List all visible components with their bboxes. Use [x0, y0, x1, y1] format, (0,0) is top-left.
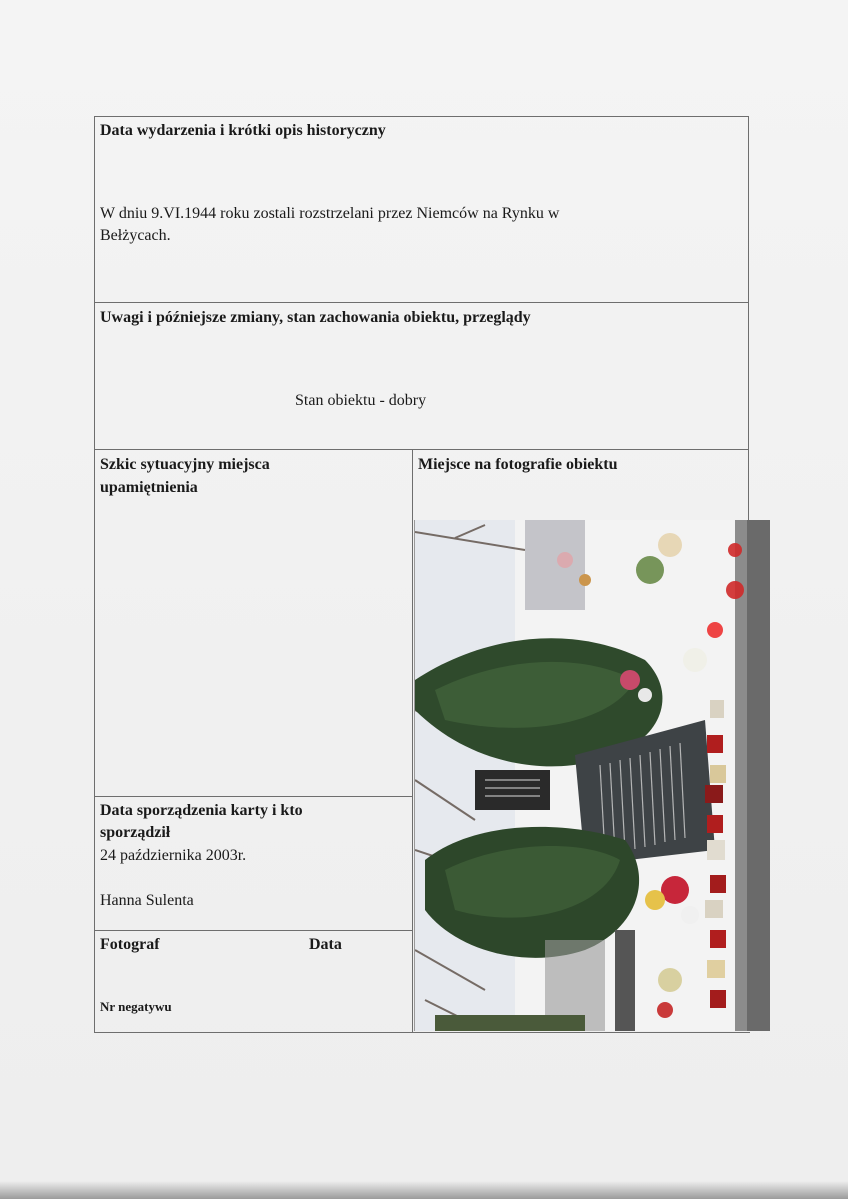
sketch-heading-line2: upamiętnienia [100, 479, 198, 496]
card-author: Hanna Sulenta [100, 892, 194, 909]
photographer-label: Fotograf [100, 936, 160, 953]
table-border-left [94, 116, 95, 1033]
card-date-heading-line1: Data sporządzenia karty i kto [100, 802, 303, 819]
photographer-date-label: Data [309, 936, 342, 953]
event-text-line2: Bełżycach. [100, 227, 171, 244]
memorial-photo-image [415, 520, 770, 1031]
table-border-right [748, 116, 749, 520]
table-border-bottom [94, 1032, 750, 1033]
table-divider-2 [94, 449, 749, 450]
table-divider-1 [94, 302, 749, 303]
memorial-photo [414, 520, 770, 1031]
remarks-heading: Uwagi i późniejsze zmiany, stan zachowania obiektu, przeglądy [100, 309, 531, 326]
negative-number-label: Nr negatywu [100, 999, 172, 1014]
table-border-top [94, 116, 749, 117]
table-column-divider [412, 449, 413, 1033]
scan-shadow [0, 1181, 848, 1199]
photo-place-heading: Miejsce na fotografie obiektu [418, 456, 618, 473]
event-text-line1: W dniu 9.VI.1944 roku zostali rozstrzelani przez Niemców na Rynku w [100, 205, 560, 222]
table-divider-4 [94, 930, 413, 931]
card-date-heading-line2: sporządził [100, 824, 171, 841]
card-date-value: 24 października 2003r. [100, 847, 247, 864]
sketch-heading-line1: Szkic sytuacyjny miejsca [100, 456, 270, 473]
remarks-text: Stan obiektu - dobry [295, 392, 427, 409]
event-heading: Data wydarzenia i krótki opis historyczny [100, 122, 386, 139]
table-divider-3 [94, 796, 413, 797]
